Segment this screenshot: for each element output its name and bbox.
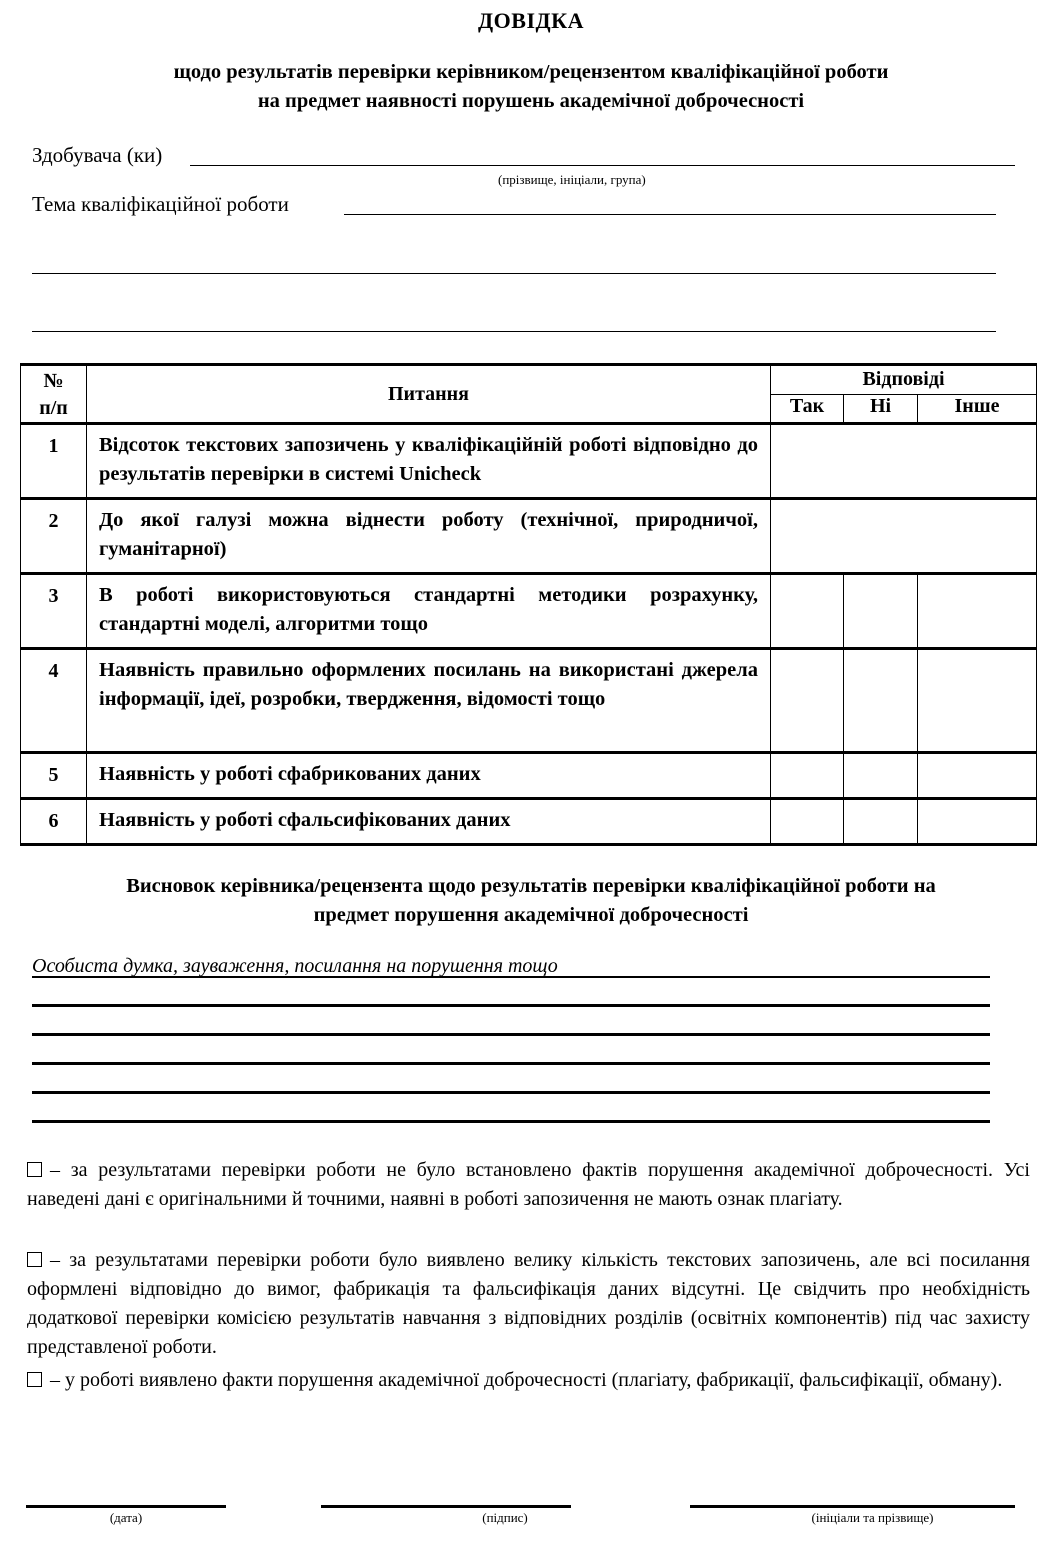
opinion-line-5[interactable] xyxy=(32,1091,990,1094)
signature-caption: (підпис) xyxy=(482,1510,528,1525)
answer-yes-cell[interactable] xyxy=(771,649,844,753)
topic-field-line-3[interactable] xyxy=(32,331,996,332)
table-row xyxy=(21,499,1037,574)
table-row xyxy=(21,753,1037,799)
answer-yes-cell[interactable] xyxy=(771,574,844,649)
document-subtitle xyxy=(0,58,1062,116)
header-answers: Відповіді xyxy=(771,365,1037,395)
row-question: До якої галузі можна віднести роботу (технічної, природничої, гуманітарної) xyxy=(87,499,771,574)
option-text: – за результатами перевірки роботи було виявлено велику кількість текстових запозичень, але всі посилання оформлені відповідно до вимог, фабрикація та фальсифікація даних відсутні. Це свідчить про необхідність додаткової перевірки комісією результатів навчання з відповідних розділів (освітніх компонентів) під час захисту представленої роботи. xyxy=(27,1249,1030,1358)
opinion-line-3[interactable] xyxy=(32,1033,990,1036)
table-row xyxy=(21,574,1037,649)
signature-field[interactable] xyxy=(321,1505,571,1508)
answer-yes-cell[interactable] xyxy=(771,753,844,799)
table-row xyxy=(21,649,1037,753)
student-label: Здобувача (ки) xyxy=(32,143,163,167)
row-question: Наявність правильно оформлених посилань на використані джерела інформації, ідеї, розробки, твердження, відомості тощо xyxy=(87,649,771,753)
header-question: Питання xyxy=(87,365,771,424)
row-number: 4 xyxy=(21,649,87,753)
row-number: 1 xyxy=(21,424,87,499)
answer-yes-cell[interactable] xyxy=(771,799,844,845)
student-field[interactable] xyxy=(190,165,1015,166)
conclusion-title-line-1: Висновок керівника/рецензента щодо результатів перевірки кваліфікаційної роботи на xyxy=(126,875,936,897)
header-no: Ні xyxy=(844,394,918,424)
row-question: В роботі використовуються стандартні методики розрахунку, стандартні моделі, алгоритми тощо xyxy=(87,574,771,649)
conclusion-title xyxy=(20,872,1042,930)
table-row xyxy=(21,799,1037,845)
option-no-violations xyxy=(27,1156,1030,1214)
student-caption: (прізвище, ініціали, група) xyxy=(498,172,646,187)
answer-cell[interactable] xyxy=(771,499,1037,574)
opinion-placeholder: Особиста думка, зауваження, посилання на порушення тощо xyxy=(32,955,558,977)
opinion-line-6[interactable] xyxy=(32,1120,990,1123)
answer-no-cell[interactable] xyxy=(844,753,918,799)
checkbox-many-borrowings[interactable] xyxy=(27,1252,42,1267)
answer-no-cell[interactable] xyxy=(844,574,918,649)
topic-label: Тема кваліфікаційної роботи xyxy=(32,192,289,216)
questions-table xyxy=(20,363,1037,846)
answer-cell[interactable] xyxy=(771,424,1037,499)
name-field[interactable] xyxy=(690,1505,1015,1508)
name-caption: (ініціали та прізвище) xyxy=(811,1510,934,1525)
header-yes: Так xyxy=(771,394,844,424)
date-caption: (дата) xyxy=(109,1510,143,1525)
date-field[interactable] xyxy=(26,1505,226,1508)
topic-field-line-2[interactable] xyxy=(32,273,996,274)
opinion-line-4[interactable] xyxy=(32,1062,990,1065)
row-question: Наявність у роботі сфабрикованих даних xyxy=(87,753,771,799)
table-row xyxy=(21,424,1037,499)
opinion-line-1[interactable] xyxy=(32,976,990,978)
row-question: Відсоток текстових запозичень у кваліфікаційній роботі відповідно до результатів перевірки в системі Unicheck xyxy=(87,424,771,499)
conclusion-title-line-2: предмет порушення академічної доброчесності xyxy=(313,904,749,926)
answer-other-cell[interactable] xyxy=(918,753,1037,799)
row-question: Наявність у роботі сфальсифікованих даних xyxy=(87,799,771,845)
answer-other-cell[interactable] xyxy=(918,649,1037,753)
row-number: 2 xyxy=(21,499,87,574)
answer-other-cell[interactable] xyxy=(918,574,1037,649)
header-other: Інше xyxy=(918,394,1037,424)
answer-no-cell[interactable] xyxy=(844,649,918,753)
row-number: 3 xyxy=(21,574,87,649)
option-text: – у роботі виявлено факти порушення академічної доброчесності (плагіату, фабрикації, фальсифікації, обману). xyxy=(50,1369,1003,1391)
option-violations-found xyxy=(27,1366,1030,1395)
checkbox-violations-found[interactable] xyxy=(27,1372,42,1387)
answer-no-cell[interactable] xyxy=(844,799,918,845)
document-title: ДОВІДКА xyxy=(478,8,584,33)
topic-field[interactable] xyxy=(344,214,996,215)
checkbox-no-violations[interactable] xyxy=(27,1162,42,1177)
option-many-borrowings xyxy=(27,1246,1030,1362)
opinion-line-2[interactable] xyxy=(32,1004,990,1007)
row-number: 5 xyxy=(21,753,87,799)
answer-other-cell[interactable] xyxy=(918,799,1037,845)
row-number: 6 xyxy=(21,799,87,845)
subtitle-line-1: щодо результатів перевірки керівником/рецензентом кваліфікаційної роботи xyxy=(173,61,889,83)
header-number: № п/п xyxy=(21,365,87,424)
option-text: – за результатами перевірки роботи не було встановлено фактів порушення академічної доброчесності. Усі наведені дані є оригінальними й точними, наявні в роботі запозичення не мають ознак плагіату. xyxy=(27,1159,1030,1210)
subtitle-line-2: на предмет наявності порушень академічної доброчесності xyxy=(257,90,805,112)
